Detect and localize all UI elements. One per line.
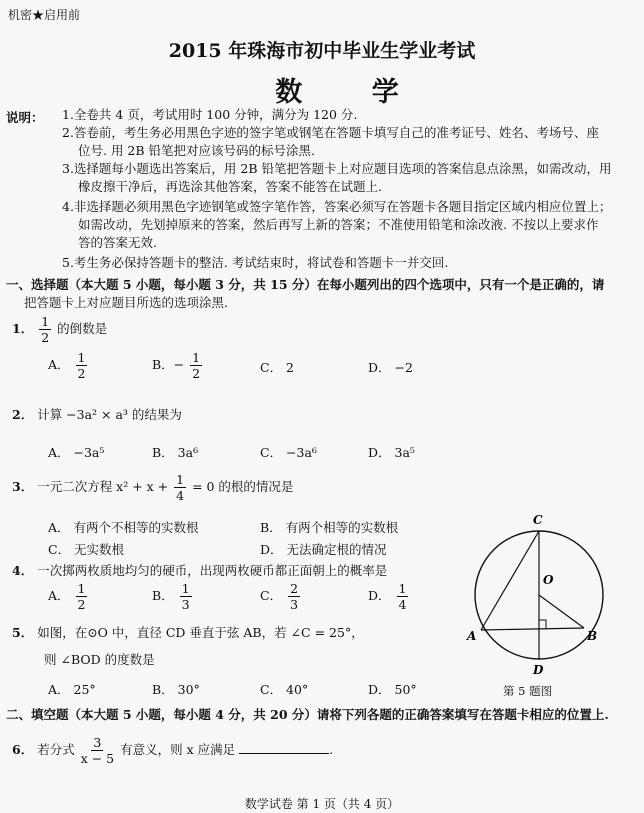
label-d: D [533, 663, 544, 677]
fraction: $\frac{1}{4}$ [176, 472, 185, 503]
question-2: 2． 计算 −3a² × a³ 的结果为 [12, 407, 182, 422]
instructions-item: 1.全卷共 4 页，考试用时 100 分钟，满分为 120 分. [62, 107, 358, 122]
question-text: 如图，在⊙O 中，直径 CD 垂直于弦 AB，若 ∠C = 25°， [37, 625, 364, 640]
option-d: D． 50° [368, 682, 417, 697]
option-d: D． 3a⁵ [368, 445, 415, 460]
fraction: $\frac{1}{2}$ [41, 314, 50, 345]
option-c: C． −3a⁶ [260, 445, 317, 460]
confidential-header: 机密★启用前 [8, 8, 81, 22]
option-d: D． −2 [368, 360, 413, 375]
circle-figure [455, 510, 605, 680]
question-text: 计算 −3a² × a³ 的结果为 [37, 407, 182, 422]
question-text: 的倒数是 [57, 321, 108, 336]
section1-title-cont: 把答题卡上对应题目所选的选项涂黑. [24, 295, 228, 310]
option-a: A． −3a⁵ [48, 445, 105, 460]
subject-title: 数 学 [275, 77, 429, 108]
instructions-item: 4.非选择题必须用黑色字迹钢笔或签字笔作答，答案必须写在答题卡各题目指定区域内相应位置上； [62, 199, 612, 214]
option-c: C． 40° [260, 682, 309, 697]
option-c: C． $\frac{2}{3}$ [260, 581, 299, 612]
instructions-item: 2.答卷前，考生务必用黑色字迹的签字笔或钢笔在答题卡填写自己的准考证号、姓名、考场号、座 [62, 125, 599, 140]
question-text: 一元二次方程 x² + x + [37, 479, 169, 494]
label-o: O [543, 573, 554, 587]
instructions-label: 说明： [6, 110, 44, 125]
question-text-cont: 则 ∠BOD 的度数是 [44, 652, 155, 667]
instructions-item: 答的答案无效. [78, 235, 157, 250]
instructions-item: 如需改动，先划掉原来的答案，然后再写上新的答案；不准使用铅笔和涂改液. 不按以上要求作 [78, 217, 599, 232]
section1-title: 一、选择题（本大题 5 小题，每小题 3 分，共 15 分）在每小题列出的四个选项中，只有一个是正确的，请 [6, 277, 605, 292]
option-c: C． 无实数根 [48, 542, 125, 557]
option-a: A． 25° [48, 682, 96, 697]
option-a: A． 有两个不相等的实数根 [48, 520, 199, 535]
option-d: D． 无法确定根的情况 [260, 542, 387, 557]
option-b: B． 3a⁶ [152, 445, 199, 460]
label-b: B [587, 629, 598, 643]
page-footer: 数学试卷 第 1 页（共 4 页） [244, 797, 400, 811]
label-c: C [533, 513, 543, 527]
label-a: A [467, 629, 477, 643]
section2-title: 二、填空题（本大题 5 小题，每小题 4 分，共 20 分）请将下列各题的正确答案填写在答题卡相应的位置上. [6, 707, 609, 722]
question-1 [12, 314, 107, 345]
option-b: B． 有两个相等的实数根 [260, 520, 399, 535]
option-a: A． $\frac{1}{2}$ [48, 581, 86, 612]
question-6: 6． 若分式 $\frac{3}{x - 5}$ 有意义，则 x 应满足 . [12, 735, 334, 766]
fraction: $\frac{3}{x - 5}$ [80, 735, 115, 766]
question-4: 4． 一次掷两枚质地均匀的硬币，出现两枚硬币都正面朝上的概率是 [12, 563, 388, 578]
instructions-item: 3.选择题每小题选出答案后，用 2B 铅笔把答题卡上对应题目选项的答案信息点涂黑，如需改动，用 [62, 161, 612, 176]
option-b: B． $\frac{1}{3}$ [152, 581, 190, 612]
question-text: 若分式 [37, 742, 75, 757]
option-b: B．− $\frac{1}{2}$ [152, 350, 201, 381]
figure-caption: 第 5 题图 [503, 684, 553, 698]
instructions-item: 橡皮擦干净后，再选涂其他答案，答案不能答在试题上. [78, 179, 382, 194]
question-text: 有意义，则 x 应满足 [120, 742, 236, 757]
question-text: 一次掷两枚质地均匀的硬币，出现两枚硬币都正面朝上的概率是 [37, 563, 388, 578]
question-3: 3． 一元二次方程 x² + x + $\frac{1}{4}$ = 0 的根的情况是 [12, 472, 294, 503]
instructions-item: 5.考生务必保持答题卡的整洁. 考试结束时，将试卷和答题卡一并交回. [62, 255, 449, 270]
option-c: C． 2 [260, 360, 294, 375]
option-d: D． $\frac{1}{4}$ [368, 581, 407, 612]
answer-blank[interactable] [239, 741, 329, 754]
question-number: 1． [12, 321, 34, 336]
question-5: 5． 如图，在⊙O 中，直径 CD 垂直于弦 AB，若 ∠C = 25°， [12, 625, 364, 640]
question-text: = 0 的根的情况是 [192, 479, 294, 494]
exam-title: 2015 年珠海市初中毕业生学业考试 [168, 40, 476, 62]
option-a: A． $\frac{1}{2}$ [48, 350, 86, 381]
option-b: B． 30° [152, 682, 200, 697]
instructions-item: 位号. 用 2B 铅笔把对应该号码的标号涂黑. [78, 143, 316, 158]
